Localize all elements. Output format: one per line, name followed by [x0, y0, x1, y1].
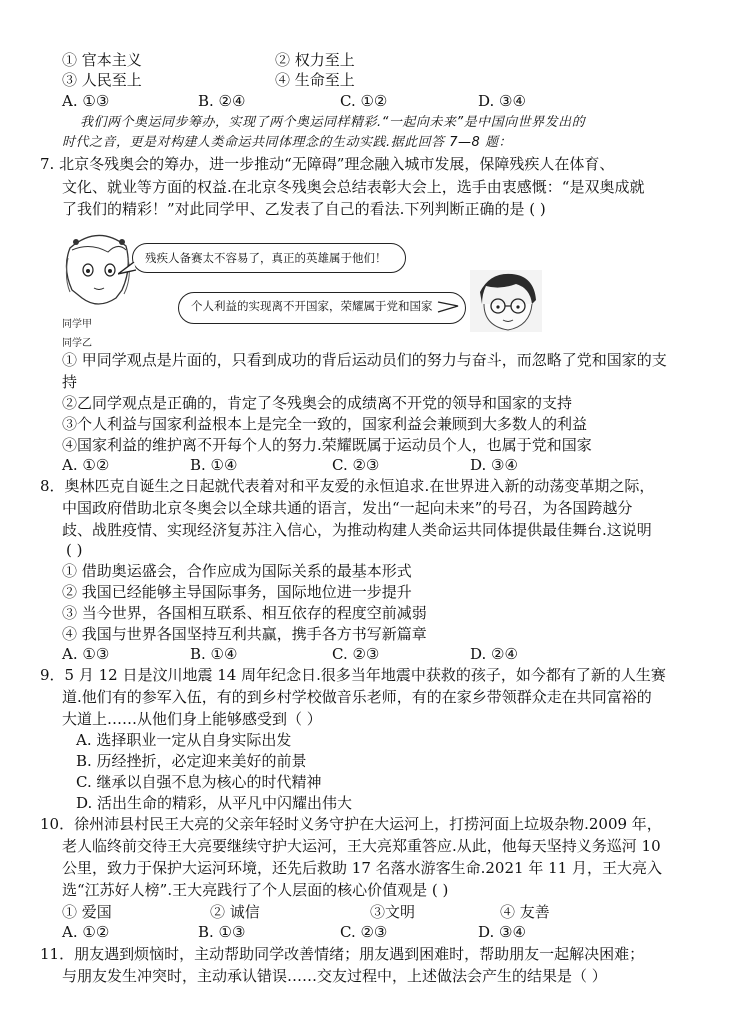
q6-option-4: ④ 生命至上	[275, 71, 355, 89]
q6-option-2: ② 权力至上	[275, 51, 355, 69]
q10-option-2: ② 诚信	[210, 903, 260, 921]
q8-choice-d: D. ②④	[470, 645, 518, 663]
q10-choice-c: C. ②③	[340, 923, 388, 941]
q10-option-1: ① 爱国	[62, 903, 112, 921]
q10-option-3: ③文明	[370, 903, 416, 921]
q7-statement-3: ③个人利益与国家利益根本上是完全一致的，国家利益会兼顾到大多数人的利益	[62, 415, 588, 433]
q10-choice-d: D. ③④	[478, 923, 526, 941]
q7-statement-1b: 持	[62, 373, 78, 391]
q6-choice-b: B. ②④	[198, 92, 246, 110]
q8-statement-4: ④ 我国与世界各国坚持互利共赢，携手各方书写新篇章	[62, 625, 427, 643]
q7-statement-1a: ① 甲同学观点是片面的，只看到成功的背后运动员们的努力与奋斗，而忽略了党和国家的支	[62, 351, 667, 369]
q8-statement-3: ③ 当今世界，各国相互联系、相互依存的程度空前减弱	[62, 604, 427, 622]
q7-choice-d: D. ③④	[470, 456, 518, 474]
intro-line-2: 时代之音，更是对构建人类命运共同体理念的生动实践.据此回答 7—8 题：	[62, 135, 512, 150]
q9-option-b: B. 历经挫折，必定迎来美好的前景	[76, 752, 307, 770]
q6-option-3: ③ 人民至上	[62, 71, 142, 89]
q7-choice-b: B. ①④	[190, 456, 238, 474]
q10-option-4: ④ 友善	[500, 903, 550, 921]
q7-choice-a: A. ①②	[62, 456, 110, 474]
student-b-illustration	[470, 270, 542, 332]
q10-stem-line-1: 10．徐州沛县村民王大亮的父亲年轻时义务守护在大运河上，打捞河面上垃圾杂物.2009 年，	[40, 815, 662, 833]
q10-stem-line-2: 老人临终前交待王大亮要继续守护大运河，王大亮郑重答应.从此，他每天坚持义务巡河 10	[62, 837, 661, 855]
q6-option-1: ① 官本主义	[62, 51, 142, 69]
q9-option-d: D. 活出生命的精彩，从平凡中闪耀出伟大	[76, 794, 353, 812]
q10-choice-b: B. ①③	[198, 923, 246, 941]
q8-statement-1: ① 借助奥运盛会，合作应成为国际关系的最基本形式	[62, 562, 412, 580]
speech-bubble-student-b	[178, 292, 466, 324]
q10-choice-a: A. ①②	[62, 923, 110, 941]
q9-stem-line-1: 9．5 月 12 日是汶川地震 14 周年纪念日.很多当年地震中获救的孩子，如今都有了新的人生赛	[40, 666, 666, 684]
bubble-a-text: 残疾人备赛太不容易了，真正的英雄属于他们！	[145, 251, 387, 265]
student-a-label: 同学甲	[62, 319, 92, 330]
q7-choice-c: C. ②③	[332, 456, 380, 474]
q6-choice-c: C. ①②	[340, 92, 388, 110]
q8-choice-a: A. ①③	[62, 645, 110, 663]
bubble-b-text: 个人利益的实现离不开国家，荣耀属于党和国家	[191, 299, 433, 313]
q9-stem-line-2: 道.他们有的参军入伍，有的到乡村学校做音乐老师，有的在家乡带领群众走在共同富裕的	[62, 688, 652, 706]
q6-choice-d: D. ③④	[478, 92, 526, 110]
q8-choice-c: C. ②③	[332, 645, 380, 663]
q11-stem-line-2: 与朋友发生冲突时，主动承认错误……交友过程中，上述做法会产生的结果是（ ）	[62, 967, 607, 985]
q8-stem-line-2: 中国政府借助北京冬奥会以全球共通的语言，发出“一起向未来”的号召，为各国跨越分	[62, 499, 633, 517]
q11-stem-line-1: 11．朋友遇到烦恼时，主动帮助同学改善情绪；朋友遇到困难时，帮助朋友一起解决困难；	[40, 945, 645, 963]
bubble-b-tail	[436, 300, 460, 314]
bubble-a-tail	[118, 262, 138, 276]
q7-statement-2: ②乙同学观点是正确的，肯定了冬残奥会的成绩离不开党的领导和国家的支持	[62, 394, 573, 412]
q6-choice-a: A. ①③	[62, 92, 110, 110]
q8-stem-line-1: 8．奥林匹克自诞生之日起就代表着对和平友爱的永恒追求.在世界进入新的动荡变革期之际，	[40, 477, 655, 495]
q7-stem-line-2: 文化、就业等方面的权益.在北京冬残奥会总结表彰大会上，选手由衷感慨：“是双奥成就	[62, 178, 645, 196]
intro-line-1: 我们两个奥运同步筹办，实现了两个奥运同样精彩.“一起向未来”是中国向世界发出的	[80, 115, 586, 130]
q9-option-c: C. 继承以自强不息为核心的时代精神	[76, 773, 322, 791]
q7-statement-4: ④国家利益的维护离不开每个人的努力.荣耀既属于运动员个人，也属于党和国家	[62, 436, 592, 454]
q9-stem-line-3: 大道上……从他们身上能够感受到（ ）	[62, 710, 322, 728]
q7-stem-line-3: 了我们的精彩！”对此同学甲、乙发表了自己的看法.下列判断正确的是 ( )	[62, 200, 546, 218]
q9-option-a: A. 选择职业一定从自身实际出发	[76, 731, 292, 749]
q8-stem-line-3: 歧、战胜疫情、实现经济复苏注入信心，为推动构建人类命运共同体提供最佳舞台.这说明	[62, 521, 652, 539]
q10-stem-line-4: 选“江苏好人榜”.王大亮践行了个人层面的核心价值观是 ( )	[62, 881, 449, 899]
q7-stem-line-1: 7. 北京冬残奥会的筹办，进一步推动“无障碍”理念融入城市发展，保障残疾人在体育、	[40, 155, 615, 173]
q8-stem-line-4: ( )	[66, 541, 83, 559]
q8-statement-2: ② 我国已经能够主导国际事务，国际地位进一步提升	[62, 583, 412, 601]
q10-stem-line-3: 公里，致力于保护大运河环境，还先后救助 17 名落水游客生命.2021 年 11 月，王大亮入	[62, 859, 662, 877]
student-b-label: 同学乙	[62, 338, 92, 349]
q8-choice-b: B. ①④	[190, 645, 238, 663]
speech-bubble-student-a	[132, 243, 406, 273]
